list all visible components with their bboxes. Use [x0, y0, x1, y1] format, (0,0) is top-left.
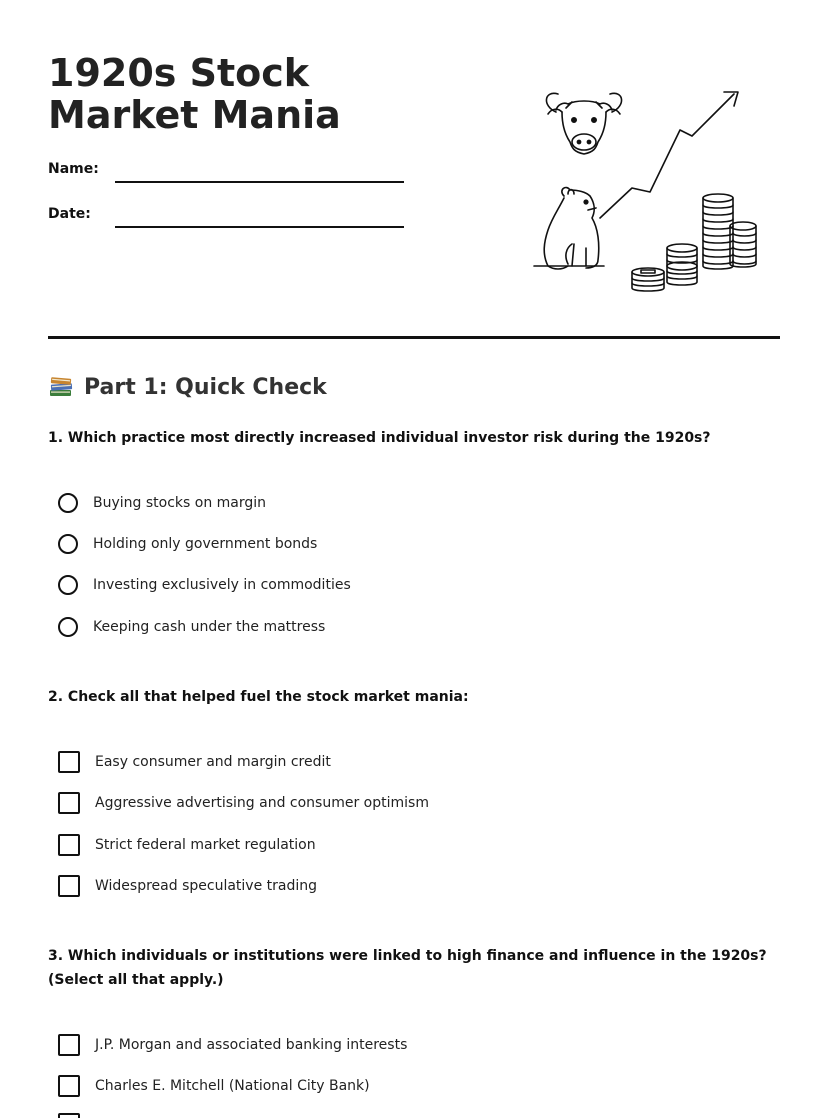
q3-option-3[interactable]	[58, 1112, 95, 1118]
q1-option-2[interactable]	[58, 532, 317, 556]
q3-option-2[interactable]	[58, 1074, 370, 1098]
question-1: 1. Which practice most directly increased individual investor risk during the 1920s?	[48, 430, 711, 446]
checkbox[interactable]	[58, 1113, 80, 1118]
option-label: Holding only government bonds	[93, 536, 318, 552]
bull-icon	[546, 93, 621, 154]
question-2: 2. Check all that helped fuel the stock market mania:	[48, 689, 469, 705]
option-label: Buying stocks on margin	[93, 495, 267, 511]
option-label: Strict federal market regulation	[95, 837, 316, 853]
checkbox[interactable]	[58, 751, 80, 773]
option-label: Aggressive advertising and consumer optimism	[95, 795, 429, 811]
option-label: Easy consumer and margin credit	[95, 754, 331, 770]
books-icon	[48, 374, 74, 400]
section-divider	[48, 336, 780, 339]
q2-option-2[interactable]	[58, 791, 429, 815]
option-label: Widespread speculative trading	[95, 878, 318, 894]
coin-stacks-icon	[632, 194, 756, 291]
radio-button[interactable]	[58, 575, 78, 595]
worksheet-title: 1920s Stock Market Mania	[48, 51, 341, 137]
section-heading	[48, 374, 327, 400]
q3-option-1[interactable]	[58, 1033, 407, 1057]
q1-option-1[interactable]	[58, 491, 266, 515]
name-label: Name:	[48, 161, 99, 177]
date-label: Date:	[48, 206, 91, 222]
rising-arrow-icon	[600, 92, 738, 218]
checkbox[interactable]	[58, 792, 80, 814]
checkbox[interactable]	[58, 1075, 80, 1097]
option-label: Keeping cash under the mattress	[93, 619, 326, 635]
date-field[interactable]	[48, 206, 408, 236]
option-label: J.P. Morgan and associated banking interests	[95, 1037, 408, 1053]
section-title: Part 1: Quick Check	[84, 374, 327, 400]
market-illustration	[528, 78, 768, 300]
radio-button[interactable]	[58, 493, 78, 513]
name-field[interactable]	[48, 161, 408, 191]
date-line[interactable]	[115, 226, 404, 228]
checkbox[interactable]	[58, 834, 80, 856]
q1-option-4[interactable]	[58, 615, 325, 639]
q2-option-4[interactable]	[58, 874, 317, 898]
option-label: Investing exclusively in commodities	[93, 577, 351, 593]
name-line[interactable]	[115, 181, 404, 183]
radio-button[interactable]	[58, 617, 78, 637]
option-label: Charles E. Mitchell (National City Bank)	[95, 1078, 370, 1094]
radio-button[interactable]	[58, 534, 78, 554]
checkbox[interactable]	[58, 875, 80, 897]
q2-option-1[interactable]	[58, 750, 331, 774]
bear-icon	[534, 188, 604, 269]
q2-option-3[interactable]	[58, 833, 316, 857]
checkbox[interactable]	[58, 1034, 80, 1056]
q1-option-3[interactable]	[58, 573, 351, 597]
question-3: 3. Which individuals or institutions were linked to high finance and influence in the 1920s? (Select all that apply.)	[48, 948, 767, 988]
